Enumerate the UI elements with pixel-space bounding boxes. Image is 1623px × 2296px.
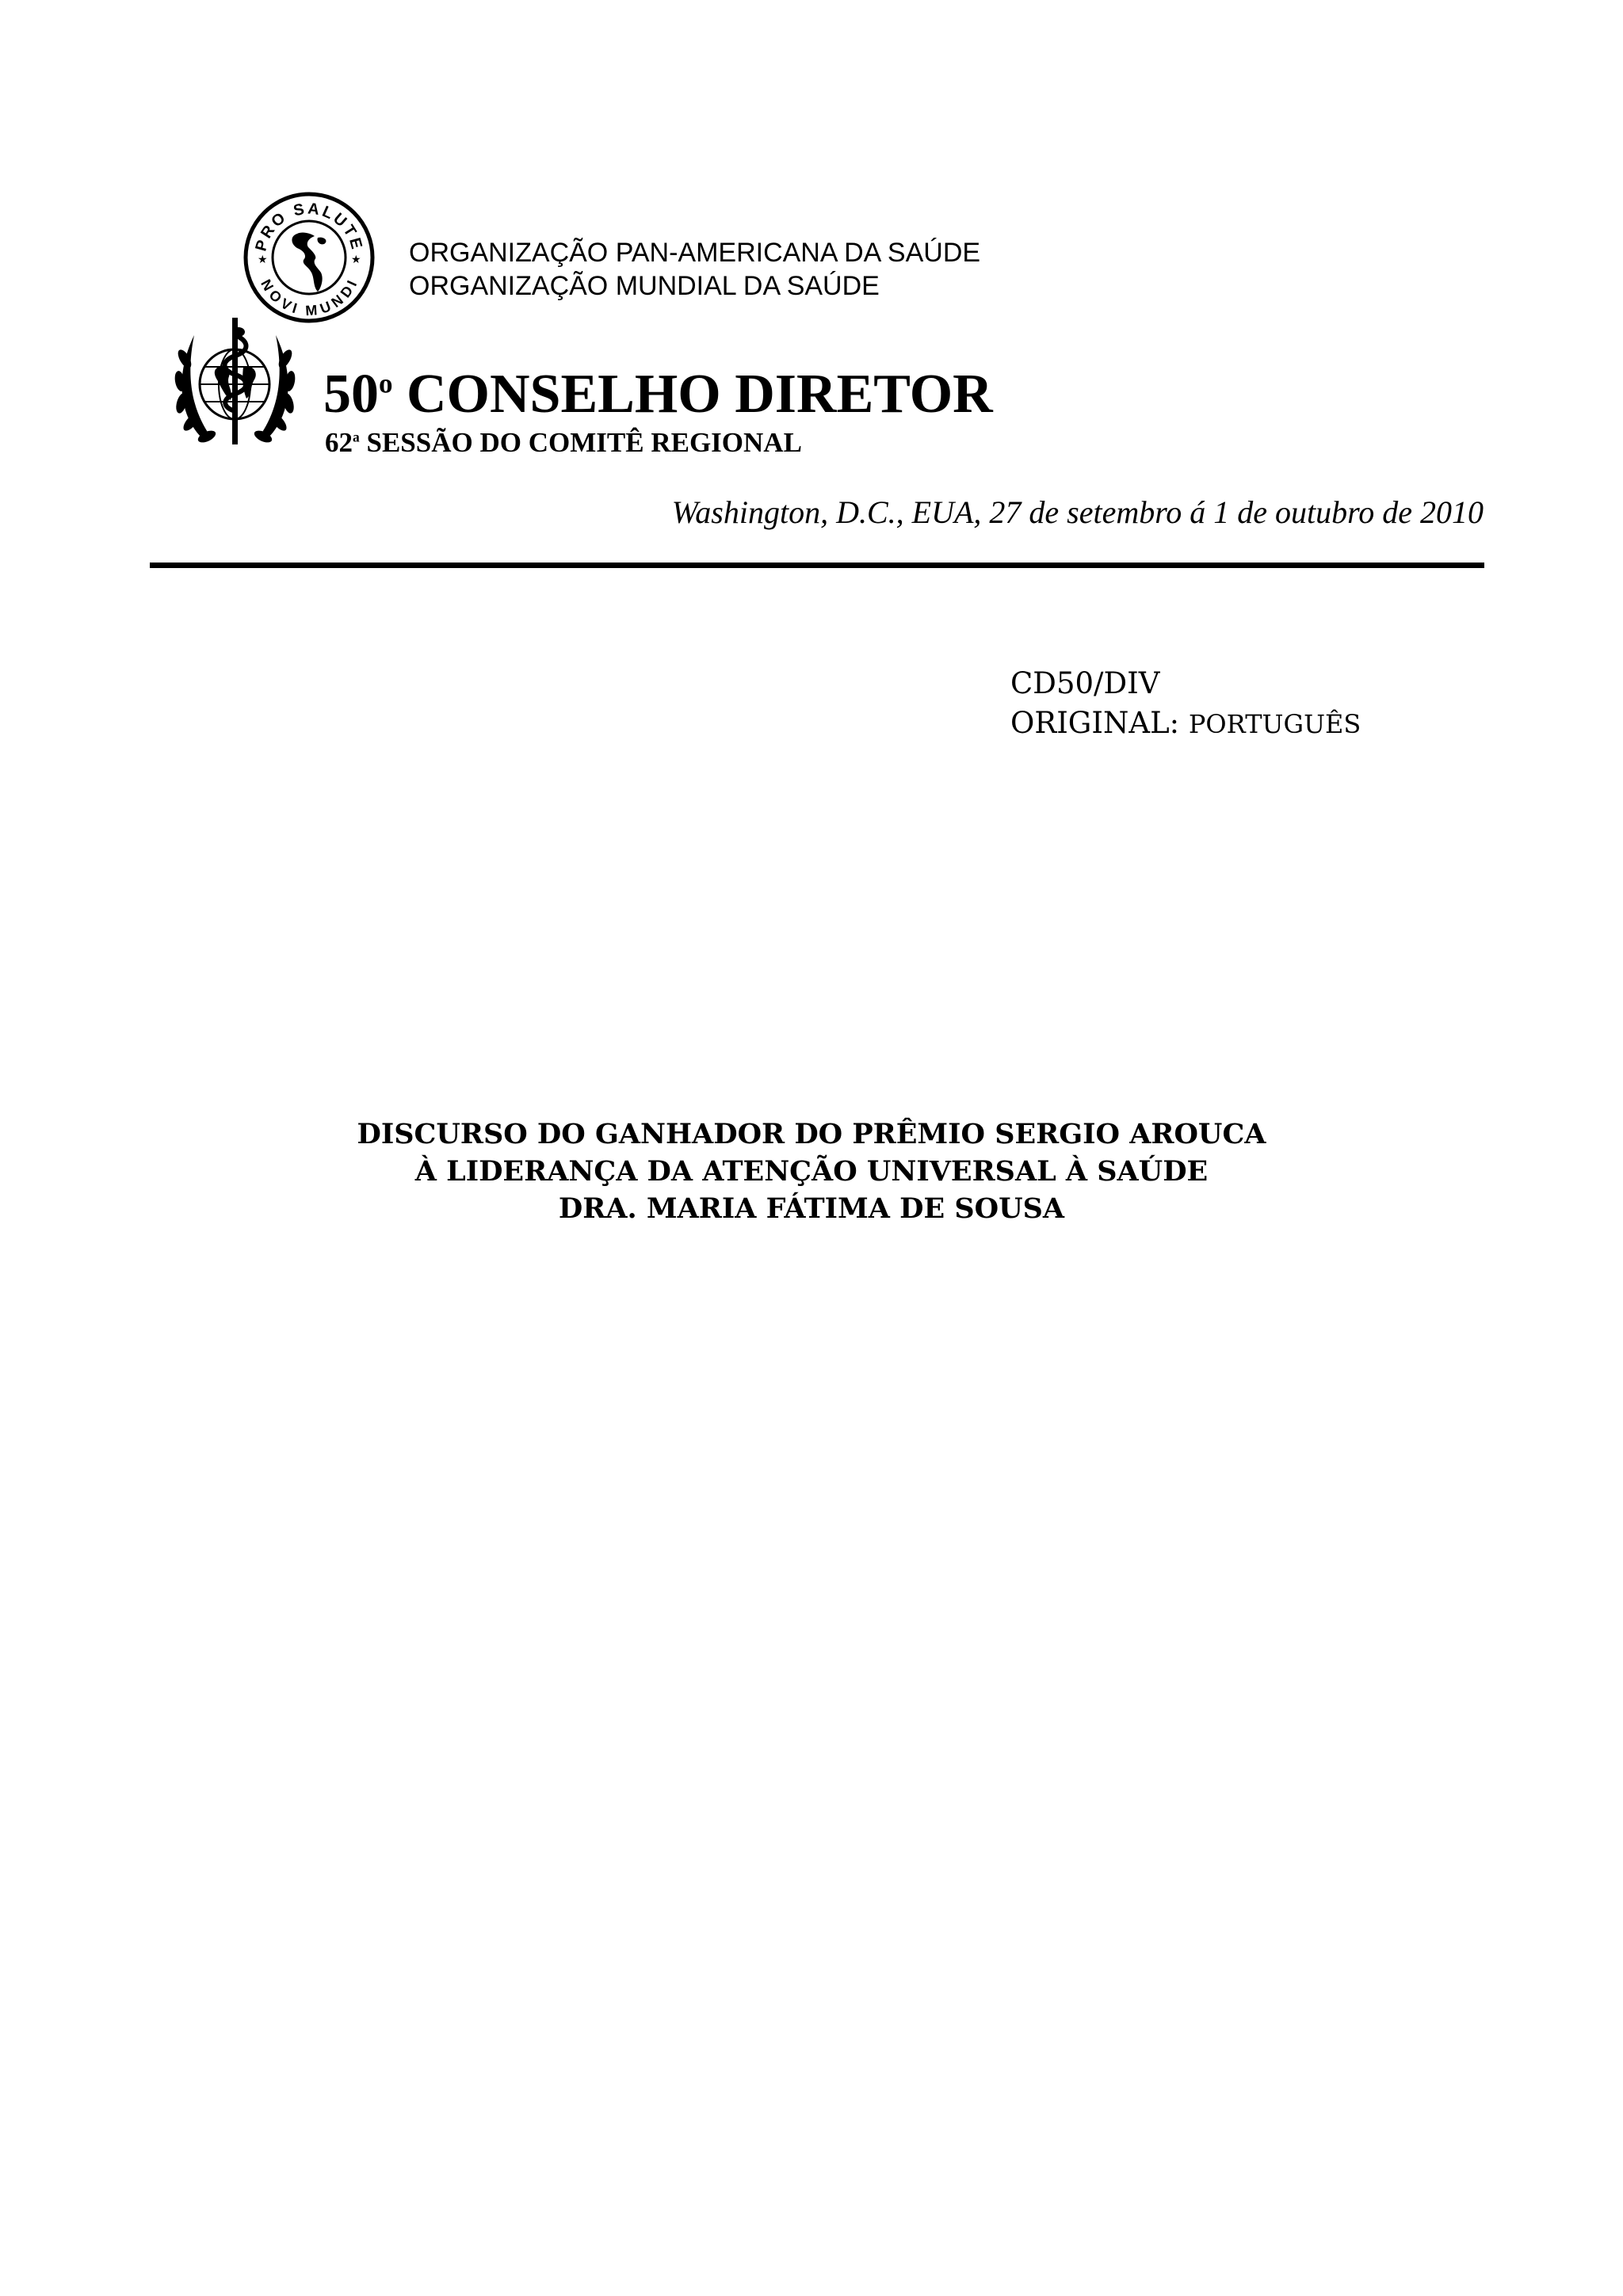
council-name: CONSELHO DIRETOR <box>392 364 993 425</box>
speech-title-line-1: DISCURSO DO GANHADOR DO PRÊMIO SERGIO AROUCA <box>357 1118 1266 1150</box>
organization-names <box>409 236 980 303</box>
svg-text:★: ★ <box>258 254 268 266</box>
session-name: SESSÃO DO COMITÊ REGIONAL <box>359 427 802 458</box>
who-emblem-icon <box>170 311 300 451</box>
svg-text:NOVI MUNDI: NOVI MUNDI <box>258 277 361 319</box>
speech-title-line-2: À LIDERANÇA DA ATENÇÃO UNIVERSAL À SAÚDE <box>414 1155 1209 1188</box>
council-ordinal: o <box>379 368 393 399</box>
svg-text:★: ★ <box>351 254 361 266</box>
original-label: ORIGINAL: <box>1010 706 1180 740</box>
organization-line-who: ORGANIZAÇÃO MUNDIAL DA SAÚDE <box>409 271 880 301</box>
speech-title-line-3: DRA. MARIA FÁTIMA DE SOUSA <box>558 1192 1065 1225</box>
venue-date: Washington, D.C., EUA, 27 de setembro á 1 de outubro de 2010 <box>671 494 1484 530</box>
document-code: CD50/DIV <box>1010 666 1160 700</box>
header-divider <box>150 563 1484 568</box>
svg-text:PRO SALUTE: PRO SALUTE <box>252 200 366 254</box>
council-number: 50 <box>323 364 379 425</box>
session-ordinal: a <box>353 429 360 445</box>
session-number: 62 <box>325 427 353 458</box>
council-title <box>323 361 993 428</box>
speech-title <box>0 1116 1623 1227</box>
session-title <box>325 425 802 460</box>
organization-line-paho: ORGANIZAÇÃO PAN-AMERICANA DA SAÚDE <box>409 238 981 268</box>
paho-emblem-icon <box>242 190 376 325</box>
original-language-line <box>1010 704 1361 744</box>
document-reference <box>1010 664 1361 744</box>
original-language: PORTUGUÊS <box>1188 709 1361 739</box>
